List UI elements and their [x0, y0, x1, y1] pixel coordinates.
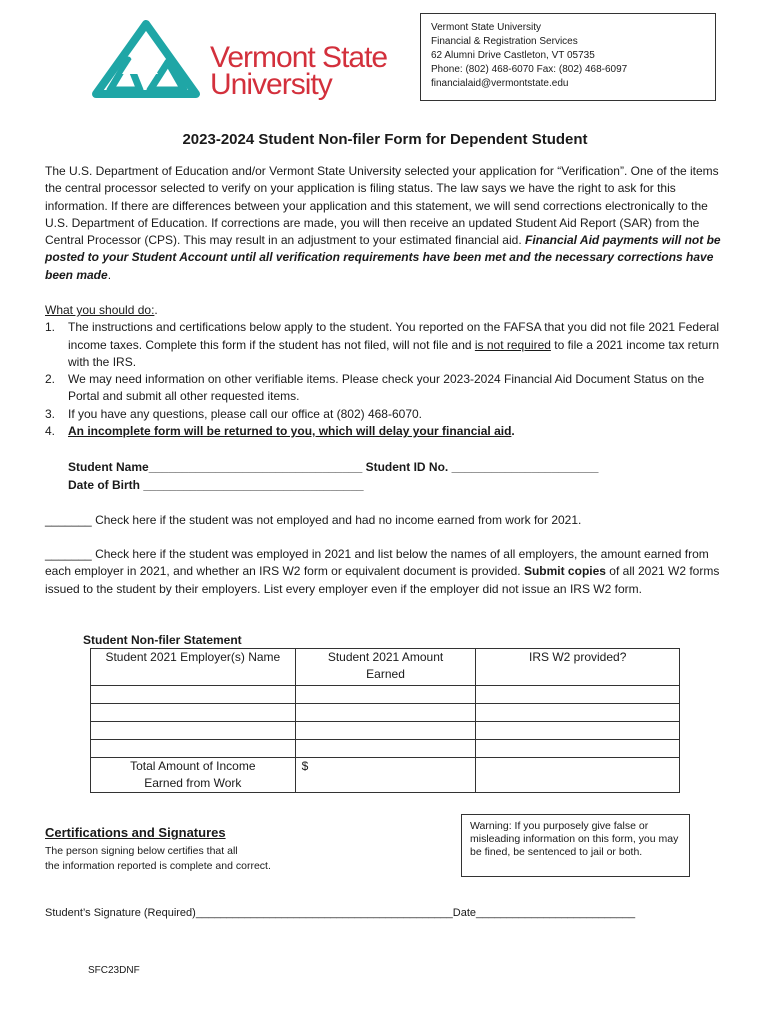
table-row: [91, 686, 680, 704]
student-id-input[interactable]: ______________________: [451, 460, 599, 474]
student-name-row: [68, 460, 598, 474]
address-line: Vermont State University: [431, 22, 542, 33]
date-input[interactable]: __________________________: [476, 907, 636, 919]
university-logo-text: Vermont State University: [210, 41, 388, 101]
signature-input[interactable]: __________________________________________: [195, 907, 453, 919]
signature-label: Student’s Signature (Required): [45, 907, 196, 919]
instruction-step: 4. An incomplete form will be returned to you, which will delay your financial aid.: [45, 424, 515, 439]
col-header-employer: Student 2021 Employer(s) Name: [91, 649, 296, 686]
university-logo-mark: [88, 16, 206, 102]
check-not-employed-blank[interactable]: _______: [45, 513, 92, 527]
table-header-row: [91, 649, 680, 686]
instruction-step: 2. We may need information on other verifiable items. Please check your 2023-2024 Financial Aid Document Status on the Portal and submit all other requested items.: [45, 372, 705, 404]
signature-row: [45, 907, 635, 919]
intro-paragraph: The U.S. Department of Education and/or Vermont State University selected your application for “Verification”. One of the items the central processor selected to verify on your application is filing status. The law says we have the right to ask for this information. If there are differences between your application and this statement, we will send corrections electronically to the U.S. Department of Education. If corrections are made, you will then receive an updated Student Aid Report (SAR) from the Central Processor (CPS). This may result in an adjustment to your estimated financial aid. Financial Aid payments will not be posted to your Student Account until all verification requirements have been met and the necessary corrections have been made.: [45, 164, 721, 282]
check-not-employed: _______ Check here if the student was not employed and had no income earned from work for 2021.: [45, 513, 582, 527]
total-value[interactable]: $: [295, 758, 476, 793]
check-employed-blank[interactable]: _______: [45, 547, 92, 561]
check-employed: _______ Check here if the student was employed in 2021 and list below the names of all employers, the amount earned from each employer in 2021, and whether an IRS W2 form or equivalent document is provided. Submit copies of all 2021 W2 forms issued to the student by their employers. List every employer even if the employer did not issue an IRS W2 form.: [45, 547, 720, 596]
address-box: [420, 13, 716, 101]
address-line: Phone: (802) 468-6070 Fax: (802) 468-6097: [431, 64, 628, 75]
col-header-amount: Student 2021 Amount Earned: [295, 649, 476, 686]
total-label: Total Amount of Income Earned from Work: [91, 758, 296, 793]
table-row: [91, 704, 680, 722]
form-code: SFC23DNF: [88, 965, 140, 976]
certifications-text: The person signing below certifies that all the information reported is complete and correct.: [45, 845, 271, 872]
warning-box: Warning: If you purposely give false or misleading information on this form, you may be fined, be sentenced to jail or both.: [461, 814, 690, 877]
certifications-title: Certifications and Signatures: [45, 825, 226, 840]
table-total-row: [91, 758, 680, 793]
address-line: 62 Alumni Drive Castleton, VT 05735: [431, 50, 595, 61]
table-row: [91, 722, 680, 740]
statement-title: Student Non-filer Statement: [83, 633, 242, 647]
employer-table: [90, 648, 680, 793]
dob-row: [68, 478, 364, 492]
intro-emphasis: Financial Aid payments will not be posted to your Student Account until all verification requirements have been met and the necessary corrections have been made: [45, 233, 721, 282]
instruction-step: 3. If you have any questions, please call our office at (802) 468-6070.: [45, 406, 423, 421]
address-line: Financial & Registration Services: [431, 36, 578, 47]
table-row: [91, 740, 680, 758]
address-email[interactable]: financialaid@vermontstate.edu: [431, 78, 569, 89]
instruction-step: 1. The instructions and certifications below apply to the student. You reported on the FAFSA that you did not file 2021 Federal income taxes. Complete this form if the student has not filed, will not file and is not required to file a 2021 income tax return with the IRS.: [45, 320, 720, 369]
student-name-input[interactable]: ________________________________: [148, 460, 363, 474]
date-label: Date: [452, 907, 477, 919]
dob-input[interactable]: _________________________________: [143, 478, 364, 492]
instructions-heading: What you should do:: [45, 303, 155, 317]
instructions-section: What you should do:. 1. The instructions and certifications below apply to the student. You reported on the FAFSA that you did not file 2021 Federal income taxes. Complete this form if the student has not filed, will not file and is not required to file a 2021 income tax return with the IRS. 2. We may need information on other verifiable items. Please check your 2023-2024 Financial Aid Document Status on the Portal and submit all other requested items. 3. If you have any questions, please call our office at (802) 468-6070. 4. An incomplete form will be returned to you, which will delay your financial aid.: [45, 302, 725, 440]
student-name-label: Student Name: [68, 460, 149, 474]
col-header-w2: IRS W2 provided?: [476, 649, 680, 686]
form-title: 2023-2024 Student Non-filer Form for Dependent Student: [182, 131, 588, 148]
dob-label: Date of Birth: [68, 478, 140, 492]
student-id-label: Student ID No.: [365, 460, 449, 474]
